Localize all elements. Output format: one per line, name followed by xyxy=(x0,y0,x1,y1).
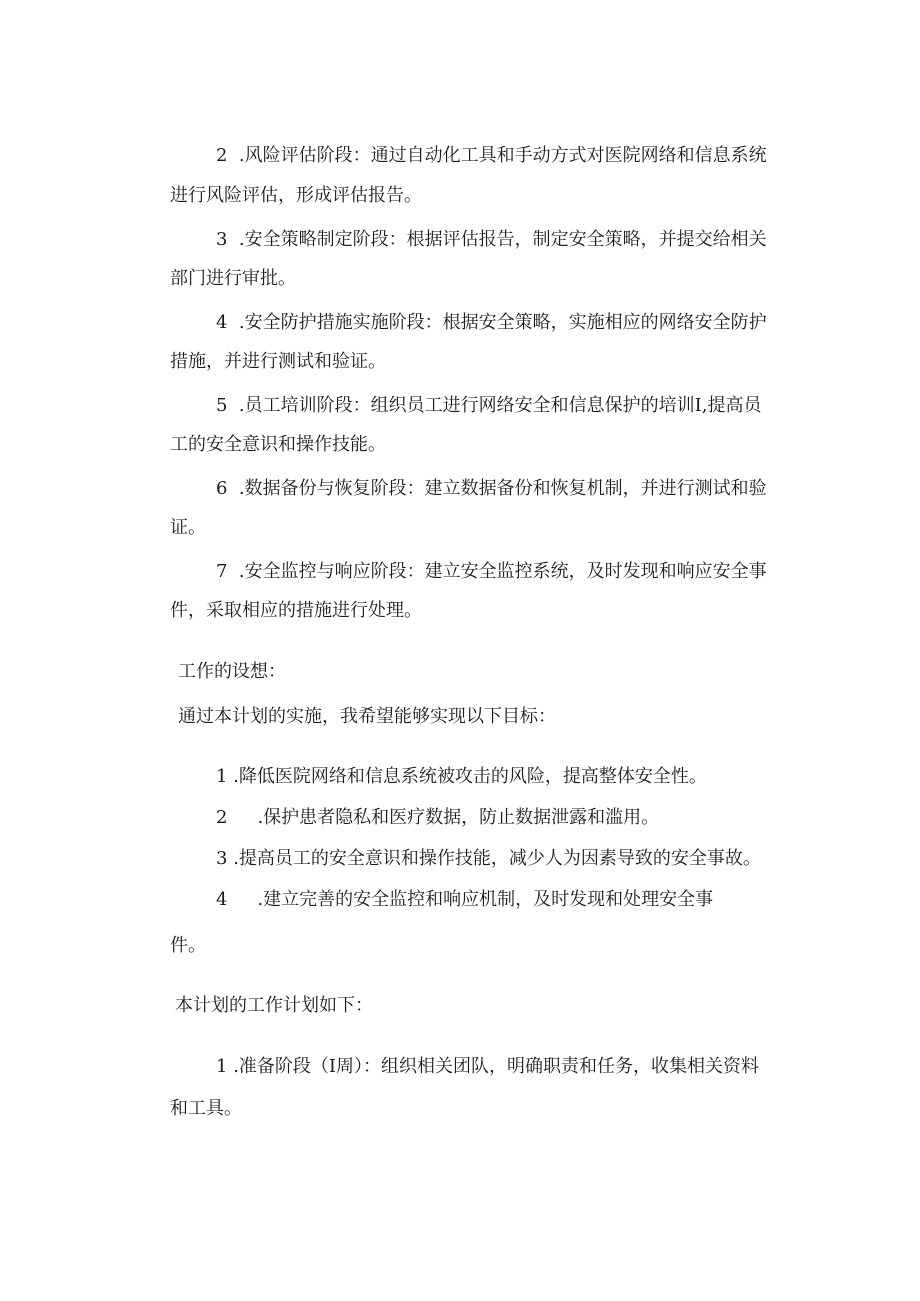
phase-4-line2: 措施，并进行测试和验证。 xyxy=(170,351,386,372)
goal-4: 4 .建立完善的安全监控和响应机制，及时发现和处理安全事 xyxy=(216,889,714,910)
goal-2: 2 .保护患者隐私和医疗数据，防止数据泄露和滥用。 xyxy=(216,807,660,828)
vision-heading: 工作的设想： xyxy=(178,661,286,682)
phase-7-line1: 7 .安全监控与响应阶段：建立安全监控系统，及时发现和响应安全事 xyxy=(216,561,767,582)
goal-4-tail: 件。 xyxy=(170,935,206,956)
phase-7-line2: 件，采取相应的措施进行处理。 xyxy=(170,600,422,621)
schedule-heading: 本计划的工作计划如下： xyxy=(175,995,373,1016)
goal-3: 3 .提高员工的安全意识和操作技能，减少人为因素导致的安全事故。 xyxy=(216,848,761,869)
phase-2-line2: 进行风险评估，形成评估报告。 xyxy=(170,185,422,206)
phase-2-line1: 2 .风险评估阶段：通过自动化工具和手动方式对医院网络和信息系统 xyxy=(216,145,767,166)
phase-6-line1: 6 .数据备份与恢复阶段：建立数据备份和恢复机制，并进行测试和验 xyxy=(216,478,767,499)
phase-5-line2: 工的安全意识和操作技能。 xyxy=(170,434,386,455)
phase-4-line1: 4 .安全防护措施实施阶段：根据安全策略，实施相应的网络安全防护 xyxy=(216,312,767,333)
phase-6-line2: 证。 xyxy=(170,517,206,538)
phase-3-line2: 部门进行审批。 xyxy=(170,268,296,289)
schedule-item-1-line1: 1 .准备阶段（I周）：组织相关团队，明确职责和任务，收集相关资料 xyxy=(216,1056,760,1077)
phase-3-line1: 3 .安全策略制定阶段：根据评估报告，制定安全策略，并提交给相关 xyxy=(216,229,767,250)
schedule-item-1-line2: 和工具。 xyxy=(170,1098,242,1119)
vision-intro: 通过本计划的实施，我希望能够实现以下目标： xyxy=(178,706,556,727)
phase-5-line1: 5 .员工培训阶段：组织员工进行网络安全和信息保护的培训I,提高员 xyxy=(216,395,762,416)
goal-1: 1 .降低医院网络和信息系统被攻击的风险，提高整体安全性。 xyxy=(216,766,707,787)
